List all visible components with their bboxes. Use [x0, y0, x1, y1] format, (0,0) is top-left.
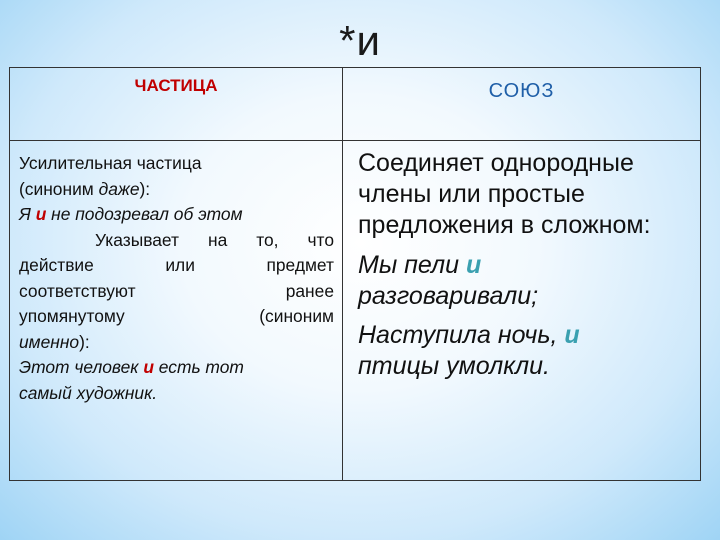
text-span: (синоним	[19, 178, 99, 199]
text-span: ):	[139, 178, 151, 199]
header-particle: ЧАСТИЦА	[134, 76, 218, 95]
text-span: не подозревал об этом	[46, 204, 243, 224]
header-divider	[10, 140, 700, 141]
text-span: есть тот	[153, 357, 244, 377]
text-span: ):	[79, 331, 90, 352]
synonym-text: даже	[98, 178, 140, 199]
particle-meaning-line: действие или предмет	[19, 255, 334, 275]
union-example-2: птицы умолкли.	[358, 352, 550, 380]
column-divider	[342, 68, 343, 480]
slide-title: *и	[339, 17, 381, 64]
union-definition-line: предложения в сложном:	[358, 211, 651, 239]
particle-definition-line: Усилительная частица	[19, 153, 202, 173]
header-union: СОЮЗ	[488, 80, 555, 102]
text-span: Мы пели	[358, 251, 466, 279]
union-definition-line: члены или простые	[358, 180, 585, 208]
highlighted-union: и	[564, 321, 580, 349]
particle-column	[19, 151, 334, 406]
particle-meaning-line: соответствуют ранее	[19, 280, 334, 301]
union-example-1: разговаривали;	[358, 282, 539, 310]
particle-meaning-line: Указывает на то, что	[95, 229, 334, 250]
particle-example-1	[19, 202, 334, 228]
highlighted-union: и	[465, 251, 482, 279]
particle-example-2	[19, 355, 334, 381]
particle-example-2: самый художник.	[19, 382, 158, 403]
comparison-table	[9, 67, 701, 481]
particle-meaning-line	[19, 330, 334, 356]
text-span: Этот человек	[19, 357, 144, 377]
highlighted-particle: и	[35, 204, 47, 224]
union-column	[358, 148, 703, 382]
particle-meaning-line: упомянутому (синоним	[19, 306, 334, 326]
union-example-1	[358, 250, 703, 281]
union-example-2	[358, 320, 703, 351]
union-definition-line: Соединяет однородные	[358, 149, 634, 177]
highlighted-particle: и	[143, 357, 154, 377]
synonym-text: именно	[19, 331, 80, 352]
particle-definition-line	[19, 177, 334, 203]
text-span: Наступила ночь,	[358, 321, 565, 349]
text-span: Я	[19, 204, 36, 224]
